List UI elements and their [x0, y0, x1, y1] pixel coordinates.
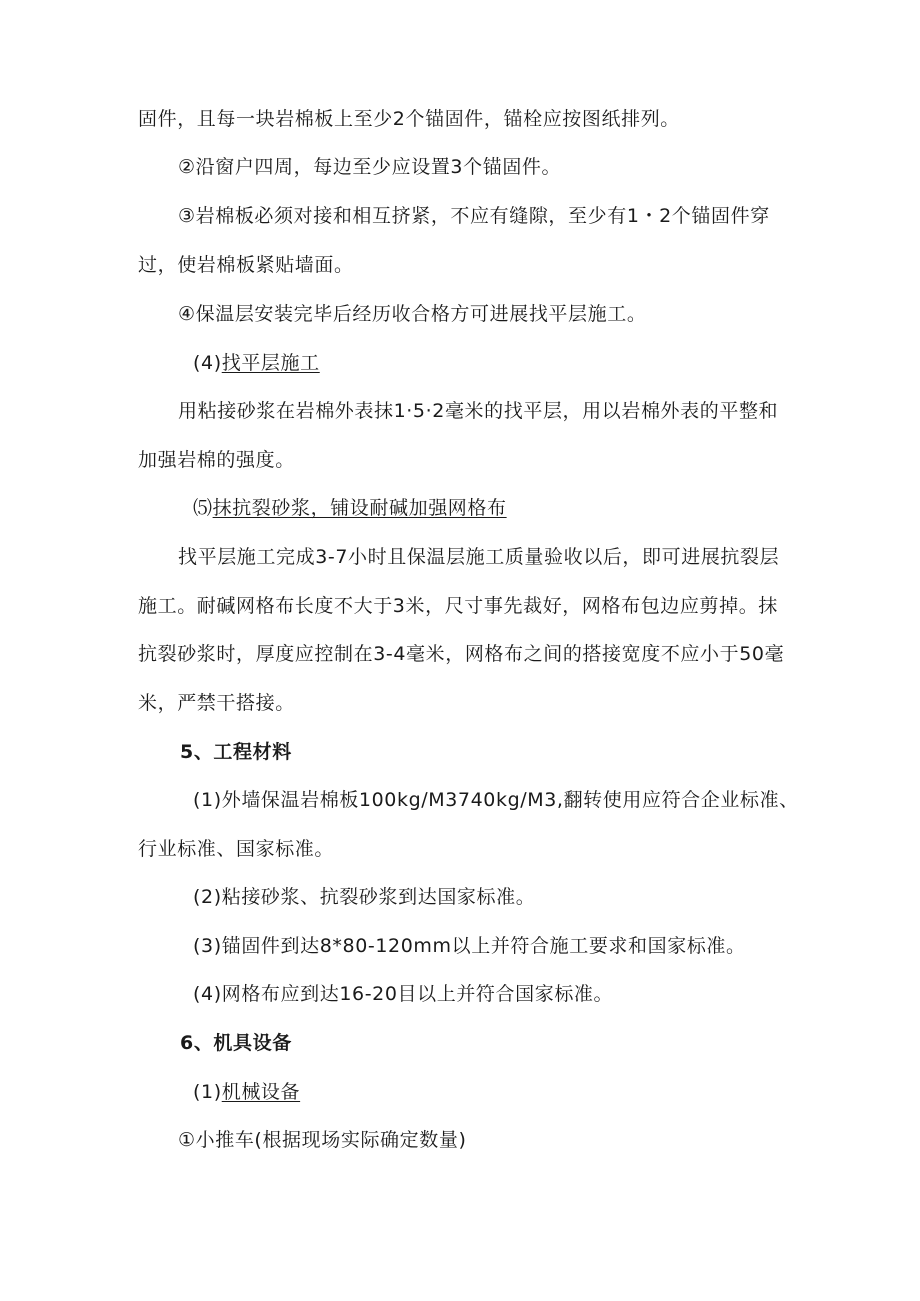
section-heading-5: 5、工程材料: [180, 741, 292, 763]
text-line: ④保温层安装完毕后经历收合格方可进展找平层施工。: [178, 303, 647, 325]
text-line: 加强岩棉的强度。: [138, 449, 295, 471]
text-line: 抗裂砂浆时，厚度应控制在3-4毫米，网格布之间的搭接宽度不应小于50毫: [138, 643, 785, 665]
subheading-title: 找平层施工: [221, 352, 320, 374]
subheading-number: (4): [193, 352, 222, 374]
subheading-number: ⑸: [193, 497, 213, 519]
subheading-title: 抹抗裂砂浆，铺设耐碱加强网格布: [212, 497, 507, 519]
text-line: ③岩棉板必须对接和相互挤紧，不应有缝隙，至少有1・2个锚固件穿: [178, 205, 770, 227]
text-line: ②沿窗户四周，每边至少应设置3个锚固件。: [178, 156, 562, 178]
subheading-title: 机械设备: [221, 1081, 301, 1103]
text-line: 施工。耐碱网格布长度不大于3米，尺寸事先裁好，网格布包边应剪掉。抹: [138, 595, 778, 617]
text-line: 找平层施工完成3-7小时且保温层施工质量验收以后，即可进展抗裂层: [178, 546, 780, 568]
text-line: (1)外墙保温岩棉板100kg∕M3740kg∕M3,翻转使用应符合企业标准、: [193, 789, 799, 811]
text-line: (4)网格布应到达16-20目以上并符合国家标准。: [193, 983, 614, 1005]
text-line: 用粘接砂浆在岩棉外表抹1·5·2毫米的找平层，用以岩棉外表的平整和: [178, 400, 779, 422]
subheading-number: (1): [193, 1081, 222, 1103]
subheading-6-1: [193, 1079, 300, 1105]
subheading-5: [193, 495, 507, 521]
text-line: 米，严禁干搭接。: [138, 692, 295, 714]
text-line: 过，使岩棉板紧贴墙面。: [138, 254, 354, 276]
text-line: 行业标准、国家标准。: [138, 838, 335, 860]
text-line: 固件，且每一块岩棉板上至少2个锚固件，锚栓应按图纸排列。: [138, 108, 680, 130]
text-line: (2)粘接砂浆、抗裂砂浆到达国家标准。: [193, 886, 536, 908]
section-heading-6: 6、机具设备: [180, 1032, 292, 1054]
subheading-4: [193, 350, 320, 376]
text-line: ①小推车(根据现场实际确定数量): [178, 1129, 467, 1151]
text-line: (3)锚固件到达8*80-120mm以上并符合施工要求和国家标准。: [193, 935, 746, 957]
